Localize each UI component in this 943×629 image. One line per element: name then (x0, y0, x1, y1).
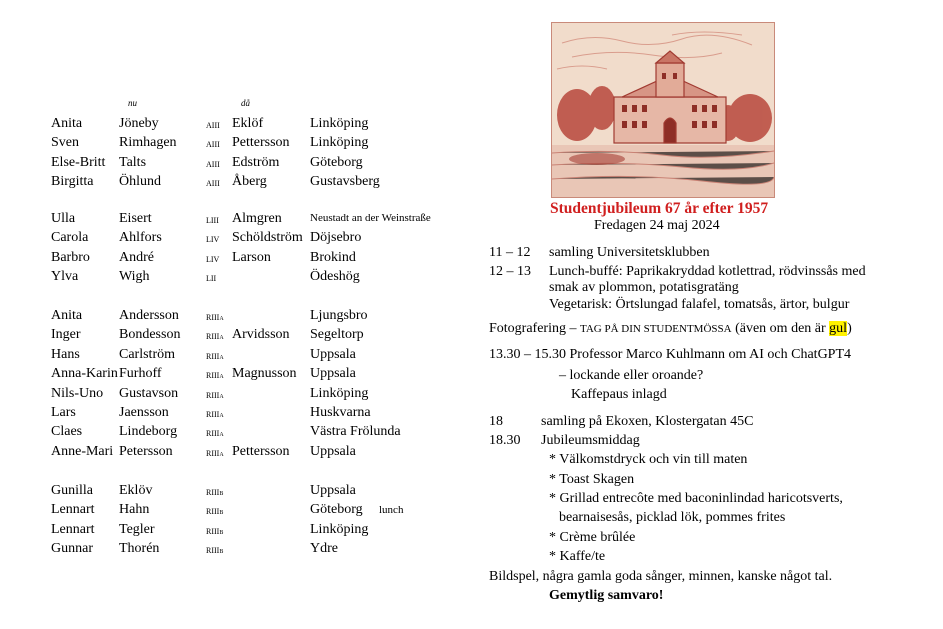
first-name: Anita (51, 116, 83, 131)
first-name: Gunilla (51, 483, 93, 498)
class-code: RIIIa (206, 448, 224, 458)
city: Västra Frölunda (310, 424, 401, 440)
city: Gustavsberg (310, 174, 380, 190)
city: Göteborg (310, 502, 363, 518)
maiden-name: Arvidsson (232, 327, 290, 343)
last-name: Thorén (119, 541, 160, 557)
first-name: Sven (51, 135, 79, 151)
roster-row (0, 442, 470, 461)
e1-text: samling på Ekoxen, Klostergatan 45C (541, 414, 754, 429)
photo-text-d: ) (847, 321, 852, 336)
p1-text: samling Universitetsklubben (549, 245, 710, 260)
highlight-gul: gul (829, 321, 848, 336)
first-name: Anna-Karin (51, 366, 118, 382)
maiden-name: Almgren (232, 211, 282, 226)
last-name: Rimhagen (119, 135, 177, 151)
col-header-then: då (241, 98, 250, 108)
maiden-name: Åberg (232, 174, 267, 190)
first-name: Barbro (51, 249, 90, 265)
class-code: RIIIa (206, 351, 224, 361)
last-name: Furhoff (119, 366, 162, 382)
roster-row (0, 248, 470, 267)
closing-line: Bildspel, några gamla goda sånger, minnen, kanske något tal. (489, 569, 833, 584)
col-header-now: nu (128, 98, 137, 108)
university-building-picture (551, 22, 775, 198)
e1-time: 18 (489, 414, 503, 429)
maiden-name: Magnusson (232, 366, 297, 382)
roster-row (0, 209, 470, 228)
maiden-name: Pettersson (232, 443, 290, 459)
city: Göteborg (310, 154, 363, 170)
menu-item-3b: bearnaisesås, picklad lök, pommes frites (559, 510, 786, 525)
first-name: Birgitta (51, 174, 94, 190)
photo-line (489, 320, 852, 338)
roster-row (0, 172, 470, 191)
class-code: AIII (206, 140, 220, 150)
building-illustration (552, 23, 774, 197)
maiden-name: Eklöf (232, 116, 264, 131)
roster-row (0, 267, 470, 286)
roster-row (0, 384, 470, 403)
class-code: LIV (206, 254, 220, 264)
class-code: RIIIa (206, 371, 224, 381)
talk-line3: Kaffepaus inlagd (571, 387, 667, 402)
first-name: Carola (51, 230, 89, 246)
class-code: RIIIa (206, 332, 224, 342)
last-name: Carlström (119, 346, 175, 362)
class-code: RIIIb (206, 507, 224, 517)
first-name: Gunnar (51, 541, 93, 557)
talk-line2: – lockande eller oroande? (559, 368, 704, 383)
p2-line3: Vegetarisk: Örtslungad falafel, tomatsås, ärtor, bulgur (549, 297, 850, 312)
last-name: Gustavson (119, 385, 179, 401)
roster-row (0, 306, 470, 325)
photo-text-c: (även om den är (731, 321, 830, 336)
first-name: Anita (51, 308, 83, 323)
class-code: LIV (206, 235, 220, 245)
first-name: Nils-Uno (51, 385, 104, 401)
roster-row (0, 114, 470, 133)
e2-time: 18.30 (489, 433, 521, 448)
first-name: Ulla (51, 211, 76, 226)
class-code: LII (206, 274, 217, 284)
menu-item-3: * Grillad entrecôte med baconinlindad haricotsverts, (549, 491, 843, 506)
class-code: AIII (206, 121, 220, 130)
city: Brokind (310, 249, 356, 265)
city: Linköping (310, 521, 369, 537)
class-code: RIIIa (206, 429, 224, 439)
first-name: Lennart (51, 521, 95, 537)
last-name: Bondesson (119, 327, 181, 343)
city: Uppsala (310, 366, 356, 382)
city: Ljungsbro (310, 308, 368, 323)
last-name: Tegler (119, 521, 155, 537)
roster-row (0, 422, 470, 441)
photo-cap-text: TAG PÅ DIN STUDENTMÖSSA (579, 323, 732, 335)
city: Linköping (310, 116, 369, 131)
first-name: Hans (51, 346, 80, 362)
class-code: AIII (206, 179, 220, 189)
last-name: Wigh (119, 269, 150, 285)
last-name: Ahlfors (119, 230, 162, 246)
maiden-name: Pettersson (232, 135, 290, 151)
roster-row (0, 325, 470, 344)
city: Uppsala (310, 346, 356, 362)
first-name: Lennart (51, 502, 95, 518)
roster-row (0, 153, 470, 172)
city: Döjsebro (310, 230, 362, 246)
maiden-name: Larson (232, 249, 271, 265)
class-code: RIIIb (206, 526, 224, 536)
city: Linköping (310, 385, 369, 401)
class-code: LIII (206, 216, 219, 225)
maiden-name: Schöldström (232, 230, 303, 246)
first-name: Inger (51, 327, 81, 343)
menu-item-1: * Välkomstdryck och vin till maten (549, 452, 748, 467)
first-name: Else-Britt (51, 154, 106, 170)
city: Linköping (310, 135, 369, 151)
p1-time: 11 – 12 (489, 245, 531, 260)
last-name: Eklöv (119, 483, 153, 498)
last-name: Jöneby (119, 116, 159, 131)
last-name: Lindeborg (119, 424, 178, 440)
last-name: Andersson (119, 308, 179, 323)
roster-row (0, 500, 470, 519)
e2-text: Jubileumsmiddag (541, 433, 640, 448)
roster-row (0, 345, 470, 364)
event-date: Fredagen 24 maj 2024 (594, 218, 720, 233)
class-code: RIIIa (206, 390, 224, 400)
last-name: André (119, 249, 154, 265)
class-code: AIII (206, 159, 220, 169)
first-name: Ylva (51, 269, 79, 285)
last-name: Öhlund (119, 174, 161, 190)
city: Uppsala (310, 483, 356, 498)
event-title: Studentjubileum 67 år efter 1957 (550, 200, 769, 217)
last-name: Hahn (119, 502, 150, 518)
city: Segeltorp (310, 327, 364, 343)
p2-line1: Lunch-buffé: Paprikakryddad kotlettrad, rödvinssås med (549, 264, 866, 279)
first-name: Anne-Mari (51, 443, 114, 459)
p2-line2: smak av plommon, potatisgratäng (549, 280, 739, 295)
maiden-name: Edström (232, 154, 280, 170)
class-code: RIIIb (206, 546, 224, 556)
roster-row (0, 364, 470, 383)
roster-row (0, 481, 470, 500)
menu-item-4: * Crème brûlée (549, 530, 636, 545)
last-name: Petersson (119, 443, 173, 459)
last-name: Talts (119, 154, 147, 170)
city: Ydre (310, 541, 338, 557)
talk-line1: 13.30 – 15.30 Professor Marco Kuhlmann om AI och ChatGPT4 (489, 347, 852, 362)
closing-bold: Gemytlig samvaro! (549, 588, 664, 603)
photo-text-a: Fotografering – (489, 321, 580, 336)
roster-row (0, 403, 470, 422)
class-code: RIIIb (206, 488, 224, 497)
last-name: Jaensson (119, 405, 169, 420)
first-name: Claes (51, 424, 83, 440)
roster-row (0, 539, 470, 558)
menu-item-2: * Toast Skagen (549, 472, 635, 487)
city: Neustadt an der Weinstraße (310, 212, 431, 224)
p2-time: 12 – 13 (489, 264, 531, 279)
first-name: Lars (51, 405, 76, 420)
city: Uppsala (310, 443, 356, 459)
class-code: RIIIa (206, 313, 224, 322)
last-name: Eisert (119, 211, 152, 226)
roster-row (0, 520, 470, 539)
lunch-note: lunch (379, 504, 404, 517)
city: Huskvarna (310, 405, 371, 420)
city: Ödeshög (310, 269, 360, 285)
roster-row (0, 133, 470, 152)
menu-item-5: * Kaffe/te (549, 549, 606, 564)
class-code: RIIIa (206, 410, 224, 419)
roster-row (0, 228, 470, 247)
